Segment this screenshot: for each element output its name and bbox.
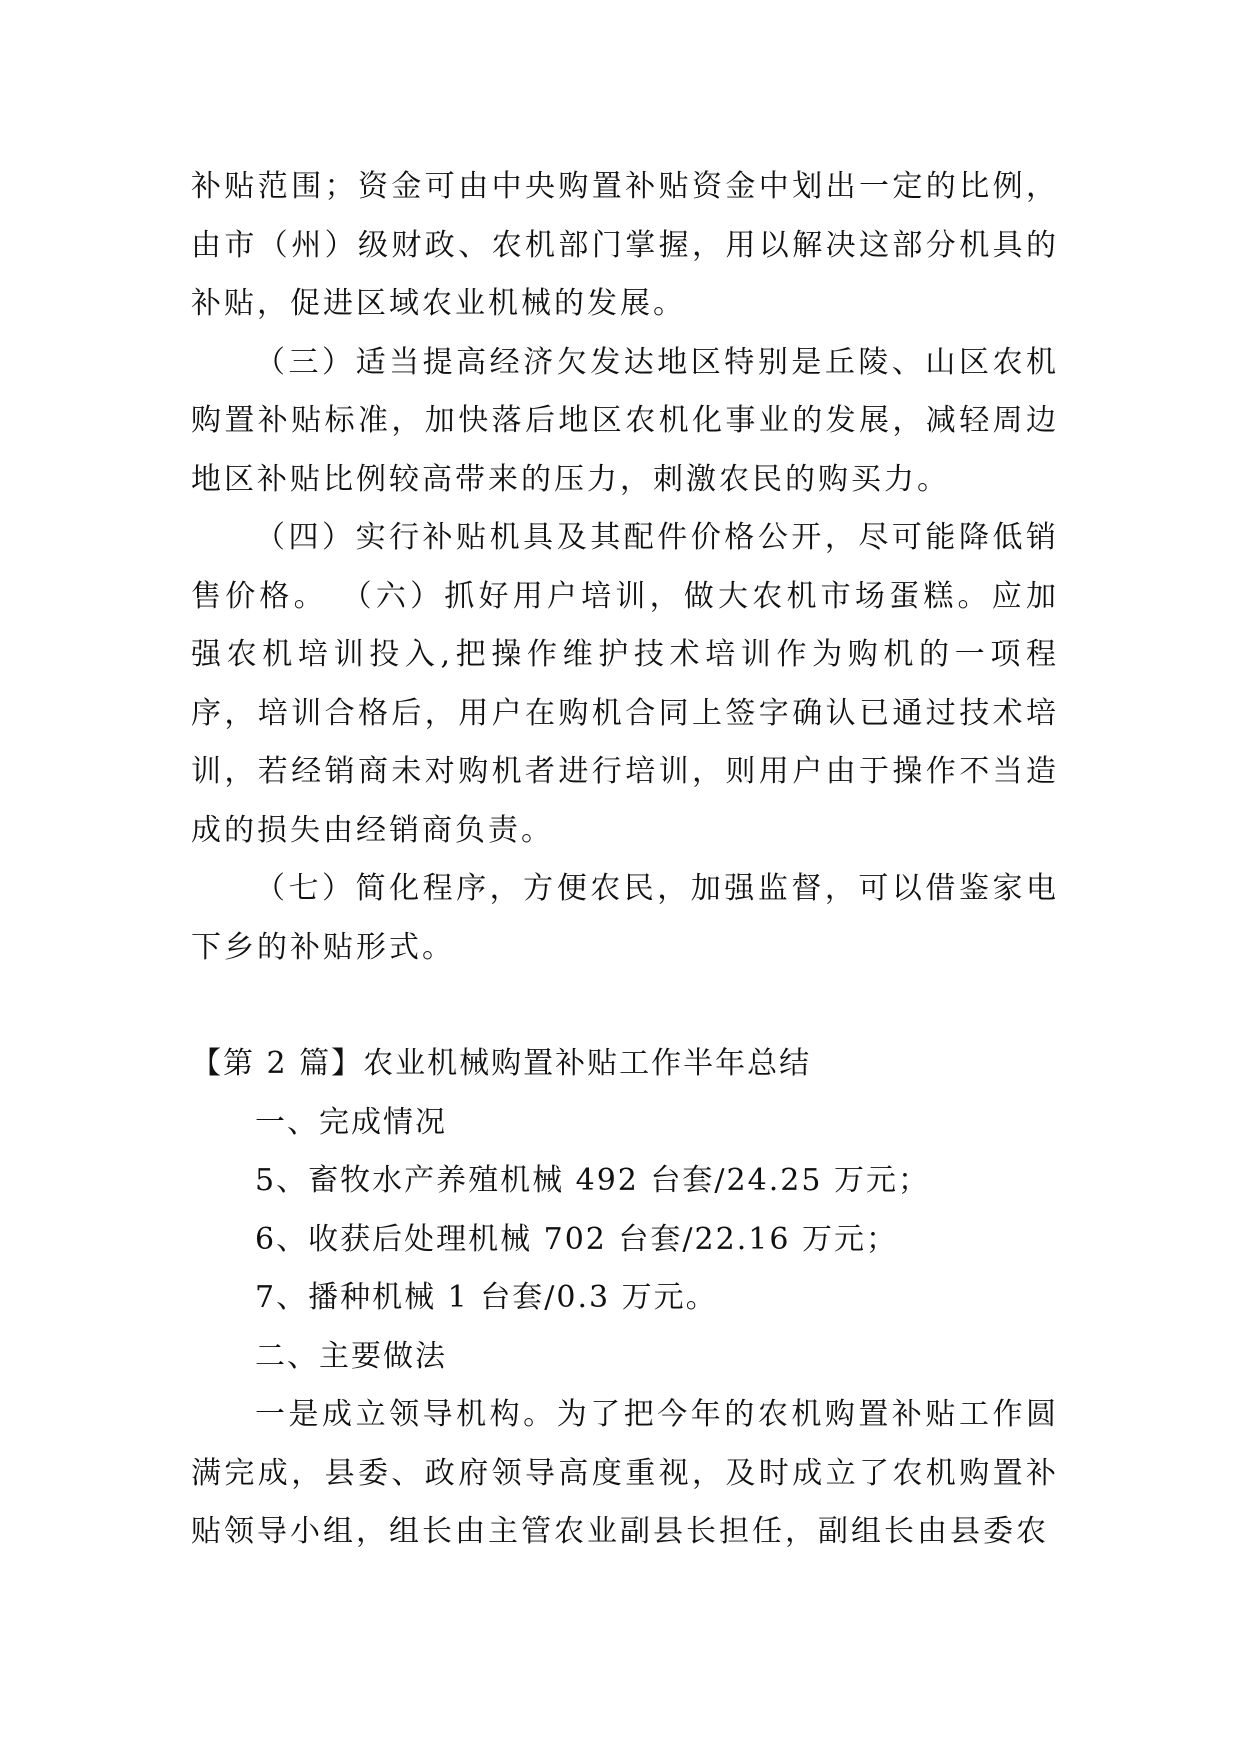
list-item: 5、畜牧水产养殖机械 492 台套/24.25 万元； [255, 1163, 930, 1198]
paragraph-subsidy-scope: 补贴范围；资金可由中央购置补贴资金中划出一定的比例，由市（州）级财政、农机部门掌握，用以解决这部分机具的补贴，促进区域农业机械的发展。 [191, 169, 1059, 321]
article-title: 【第 2 篇】农业机械购置补贴工作半年总结 [191, 1046, 812, 1081]
list-item: 6、收获后处理机械 702 台套/22.16 万元； [255, 1221, 898, 1257]
paragraph-point-three: （三）适当提高经济欠发达地区特别是丘陵、山区农机购置补贴标准，加快落后地区农机化事业的发展，减轻周边地区补贴比例较高带来的压力，刺激农民的购买力。 [191, 344, 1059, 497]
heading-completion-status: 一、完成情况 [255, 1104, 447, 1140]
list-item: 7、播种机械 1 台套/0.3 万元。 [255, 1280, 718, 1315]
paragraph-point-seven: （七）简化程序，方便农民，加强监督，可以借鉴家电下乡的补贴形式。 [191, 871, 1059, 965]
paragraph-leadership: 一是成立领导机构。为了把今年的农机购置补贴工作圆满完成，县委、政府领导高度重视，及时成立了农机购置补贴领导小组，组长由主管农业副县长担任，副组长由县委农 [191, 1397, 1059, 1549]
heading-main-practices: 二、主要做法 [255, 1338, 447, 1374]
section-gap [191, 977, 1059, 1035]
paragraph-point-four-six: （四）实行补贴机具及其配件价格公开，尽可能降低销售价格。 （六）抓好用户培训，做大农机市场蛋糕。应加强农机培训投入,把操作维护技术培训作为购机的一项程序，培训合格后，用户在购机合同上签字确认已通过技术培训，若经销商未对购机者进行培训，则用户由于操作不当造成的损失由经销商负责。 [191, 520, 1059, 848]
document-body [191, 158, 1059, 1562]
